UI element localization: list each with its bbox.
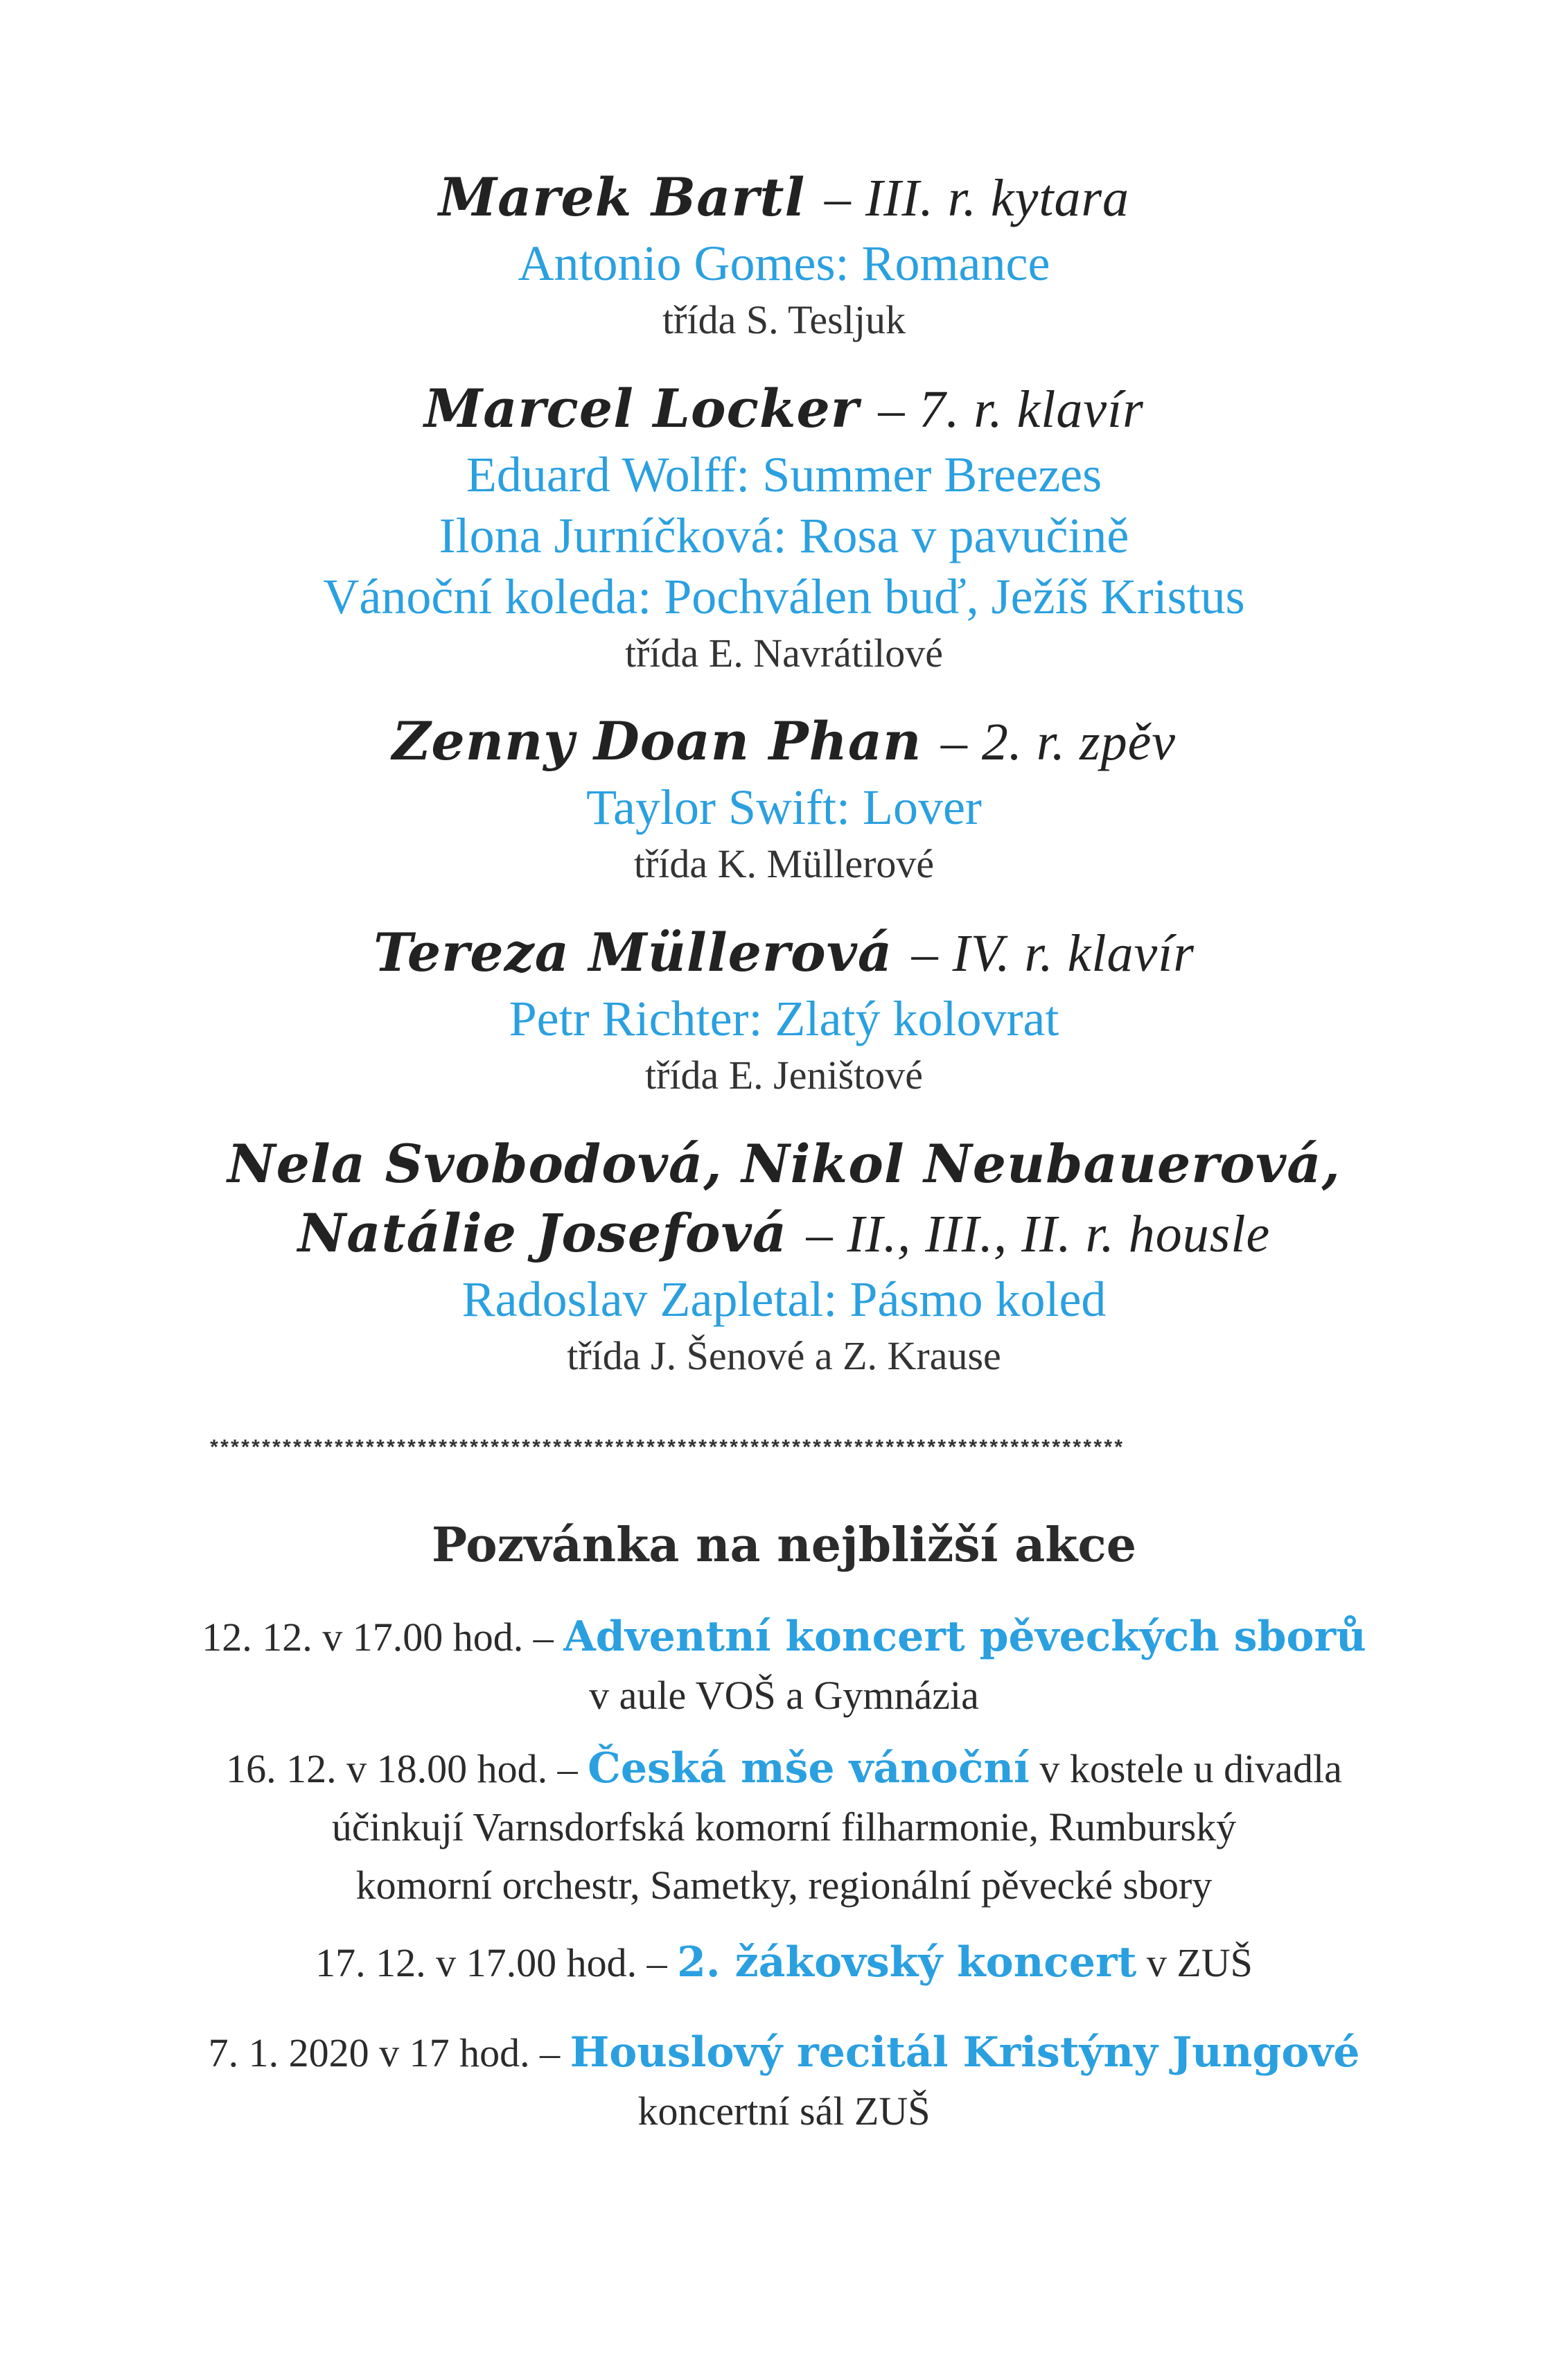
event-date: 12. 12. v 17.00 hod. –: [202, 1615, 554, 1660]
performer-name: Marek Bartl: [438, 166, 806, 228]
performer-grade: – II., III., II. r. housle: [806, 1205, 1271, 1263]
event-detail: komorní orchestr, Sametky, regionální pěvecké sbory: [355, 1863, 1213, 1908]
teacher-class: třída E. Navrátilové: [625, 631, 943, 676]
program-item: [0, 163, 1568, 346]
performer-line: [0, 707, 1568, 777]
separator-stars: ****************************************************************************************: [208, 1438, 1123, 1461]
performer-grade: – 7. r. klavír: [878, 380, 1144, 439]
event-title: Česká mše vánoční: [588, 1744, 1030, 1793]
teacher-class: třída J. Šenové a Z. Krause: [567, 1333, 1001, 1378]
performer-line: [0, 918, 1568, 988]
event-location: v kostele u divadla: [1039, 1746, 1342, 1791]
event-date: 16. 12. v 18.00 hod. –: [226, 1746, 578, 1791]
piece-title: Eduard Wolff: Summer Breezes: [466, 447, 1102, 502]
event-item: [0, 1608, 1568, 1725]
event-title: Adventní koncert pěveckých sborů: [563, 1612, 1366, 1661]
program-item: [0, 1129, 1568, 1382]
performer-grade: – IV. r. klavír: [911, 924, 1195, 983]
performer-name: Natálie Josefová: [297, 1202, 787, 1264]
performer-grade: – III. r. kytara: [824, 169, 1130, 227]
event-location: v ZUŠ: [1146, 1940, 1253, 1985]
performer-line: Nela Svobodová, Nikol Neubauerová,: [227, 1133, 1341, 1195]
invitation-title: Pozvánka na nejbližší akce: [431, 1518, 1137, 1573]
piece-title: Antonio Gomes: Romance: [518, 236, 1050, 291]
event-item: [0, 1739, 1568, 1915]
event-detail: účinkují Varnsdorfská komorní filharmonie, Rumburský: [331, 1804, 1237, 1849]
piece-title: Petr Richter: Zlatý kolovrat: [509, 991, 1059, 1046]
performer-name: Marcel Locker: [424, 378, 859, 439]
piece-title: Vánoční koleda: Pochválen buď, Ježíš Kristus: [323, 569, 1245, 624]
event-item: [0, 2023, 1568, 2140]
performer-grade: – 2. r. zpěv: [940, 713, 1177, 771]
performer-name: Zenny Doan Phan: [391, 710, 922, 772]
piece-title: Taylor Swift: Lover: [586, 780, 982, 835]
teacher-class: třída S. Tesljuk: [662, 297, 906, 342]
event-date: 7. 1. 2020 v 17 hod. –: [208, 2030, 561, 2075]
event-detail: koncertní sál ZUŠ: [637, 2089, 931, 2134]
teacher-class: třída K. Müllerové: [633, 841, 935, 886]
program-item: [0, 707, 1568, 890]
program-item: [0, 918, 1568, 1102]
performer-name: Tereza Müllerová: [373, 922, 893, 983]
performer-line: [0, 374, 1568, 444]
program-item: [0, 374, 1568, 680]
event-title: 2. žákovský koncert: [677, 1938, 1137, 1987]
piece-title: Radoslav Zapletal: Pásmo koled: [461, 1272, 1107, 1327]
performer-line: [0, 1199, 1568, 1269]
event-date: 17. 12. v 17.00 hod. –: [315, 1940, 667, 1985]
event-item: [0, 1933, 1568, 1992]
performer-line: [0, 163, 1568, 233]
event-title: Houslový recitál Kristýny Jungové: [570, 2028, 1360, 2077]
teacher-class: třída E. Jeništové: [644, 1053, 924, 1098]
piece-title: Ilona Jurníčková: Rosa v pavučině: [439, 508, 1129, 563]
event-detail: v aule VOŠ a Gymnázia: [589, 1673, 979, 1718]
